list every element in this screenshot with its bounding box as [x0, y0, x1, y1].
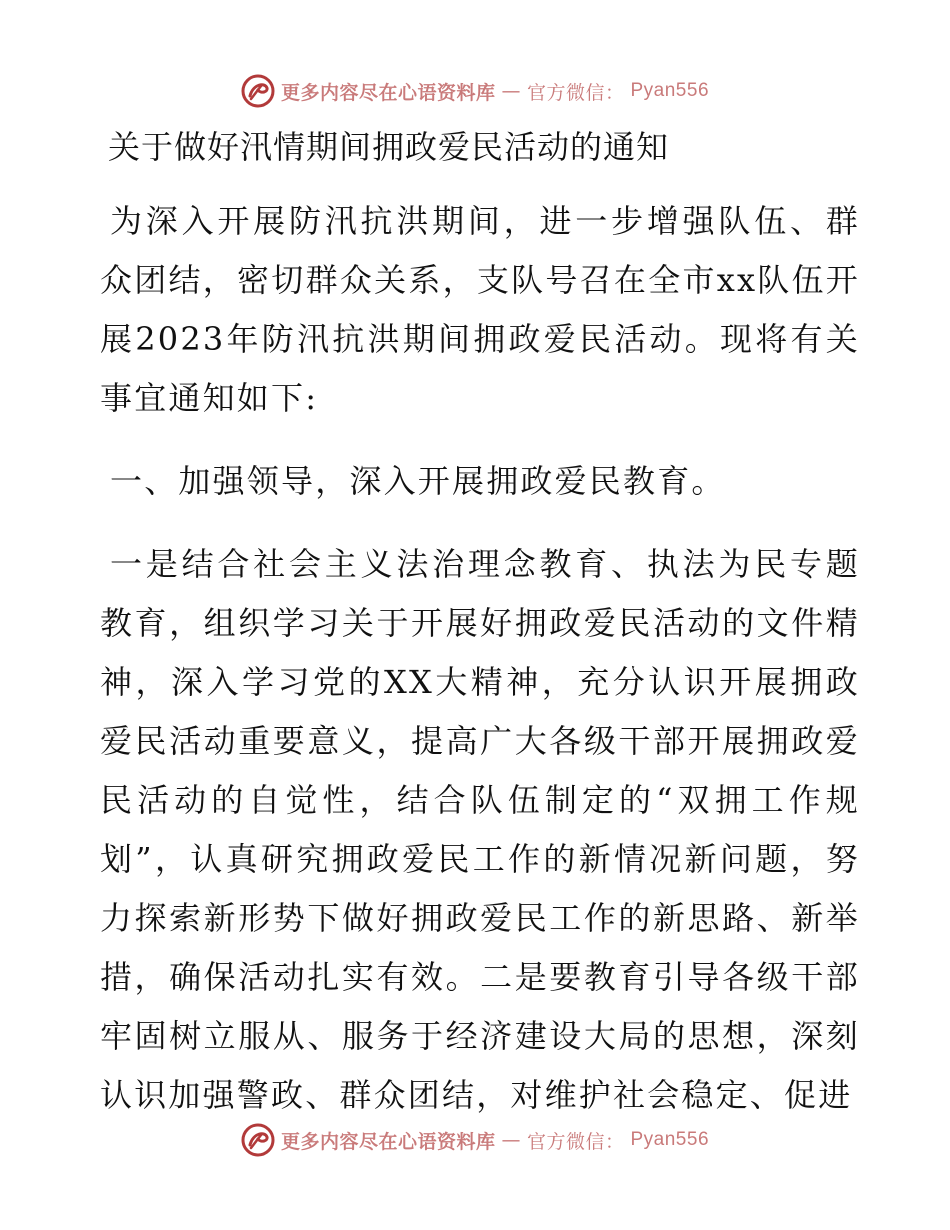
red-swirl-logo-icon: [241, 74, 275, 108]
watermark-brand: 更多内容尽在心语资料库: [280, 81, 496, 104]
paragraph-section-heading: 一、加强领导，深入开展拥政爱民教育。: [110, 462, 726, 500]
watermark-separator: —: [501, 1129, 521, 1151]
footer-watermark: [0, 1120, 950, 1160]
paragraph-body: 一是结合社会主义法治理念教育、执法为民专题教育，组织学习关于开展好拥政爱民活动的文件精神，深入学习党的XX大精神，充分认识开展拥政爱民活动重要意义，提高广大各级干部开展拥政爱民活动的自觉性，结合队伍制定的“双拥工作规划”，认真研究拥政爱民工作的新情况新问题，努力探索新形势下做好拥政爱民工作的新思路、新举措，确保活动扎实有效。二是要教育引导各级干部牢固树立服从、服务于经济建设大局的思想，深刻认识加强警政、群众团结，对维护社会稳定、促进: [100, 545, 860, 1114]
red-swirl-logo-icon: [241, 1123, 275, 1157]
watermark-separator: —: [501, 80, 521, 102]
watermark-label: 官方微信：: [526, 1130, 625, 1153]
header-watermark: [0, 71, 950, 111]
document-body: [100, 122, 860, 1149]
watermark-wechat-id: Pyan556: [630, 1129, 710, 1150]
watermark-label: 官方微信：: [526, 81, 625, 104]
document-title: 关于做好汛情期间拥政爱民活动的通知: [108, 128, 670, 166]
watermark-brand: 更多内容尽在心语资料库: [280, 1130, 496, 1153]
paragraph-intro: 为深入开展防汛抗洪期间，进一步增强队伍、群众团结，密切群众关系，支队号召在全市xx队伍开展2023年防汛抗洪期间拥政爱民活动。现将有关事宜通知如下:: [100, 202, 860, 417]
watermark-wechat-id: Pyan556: [630, 80, 710, 101]
